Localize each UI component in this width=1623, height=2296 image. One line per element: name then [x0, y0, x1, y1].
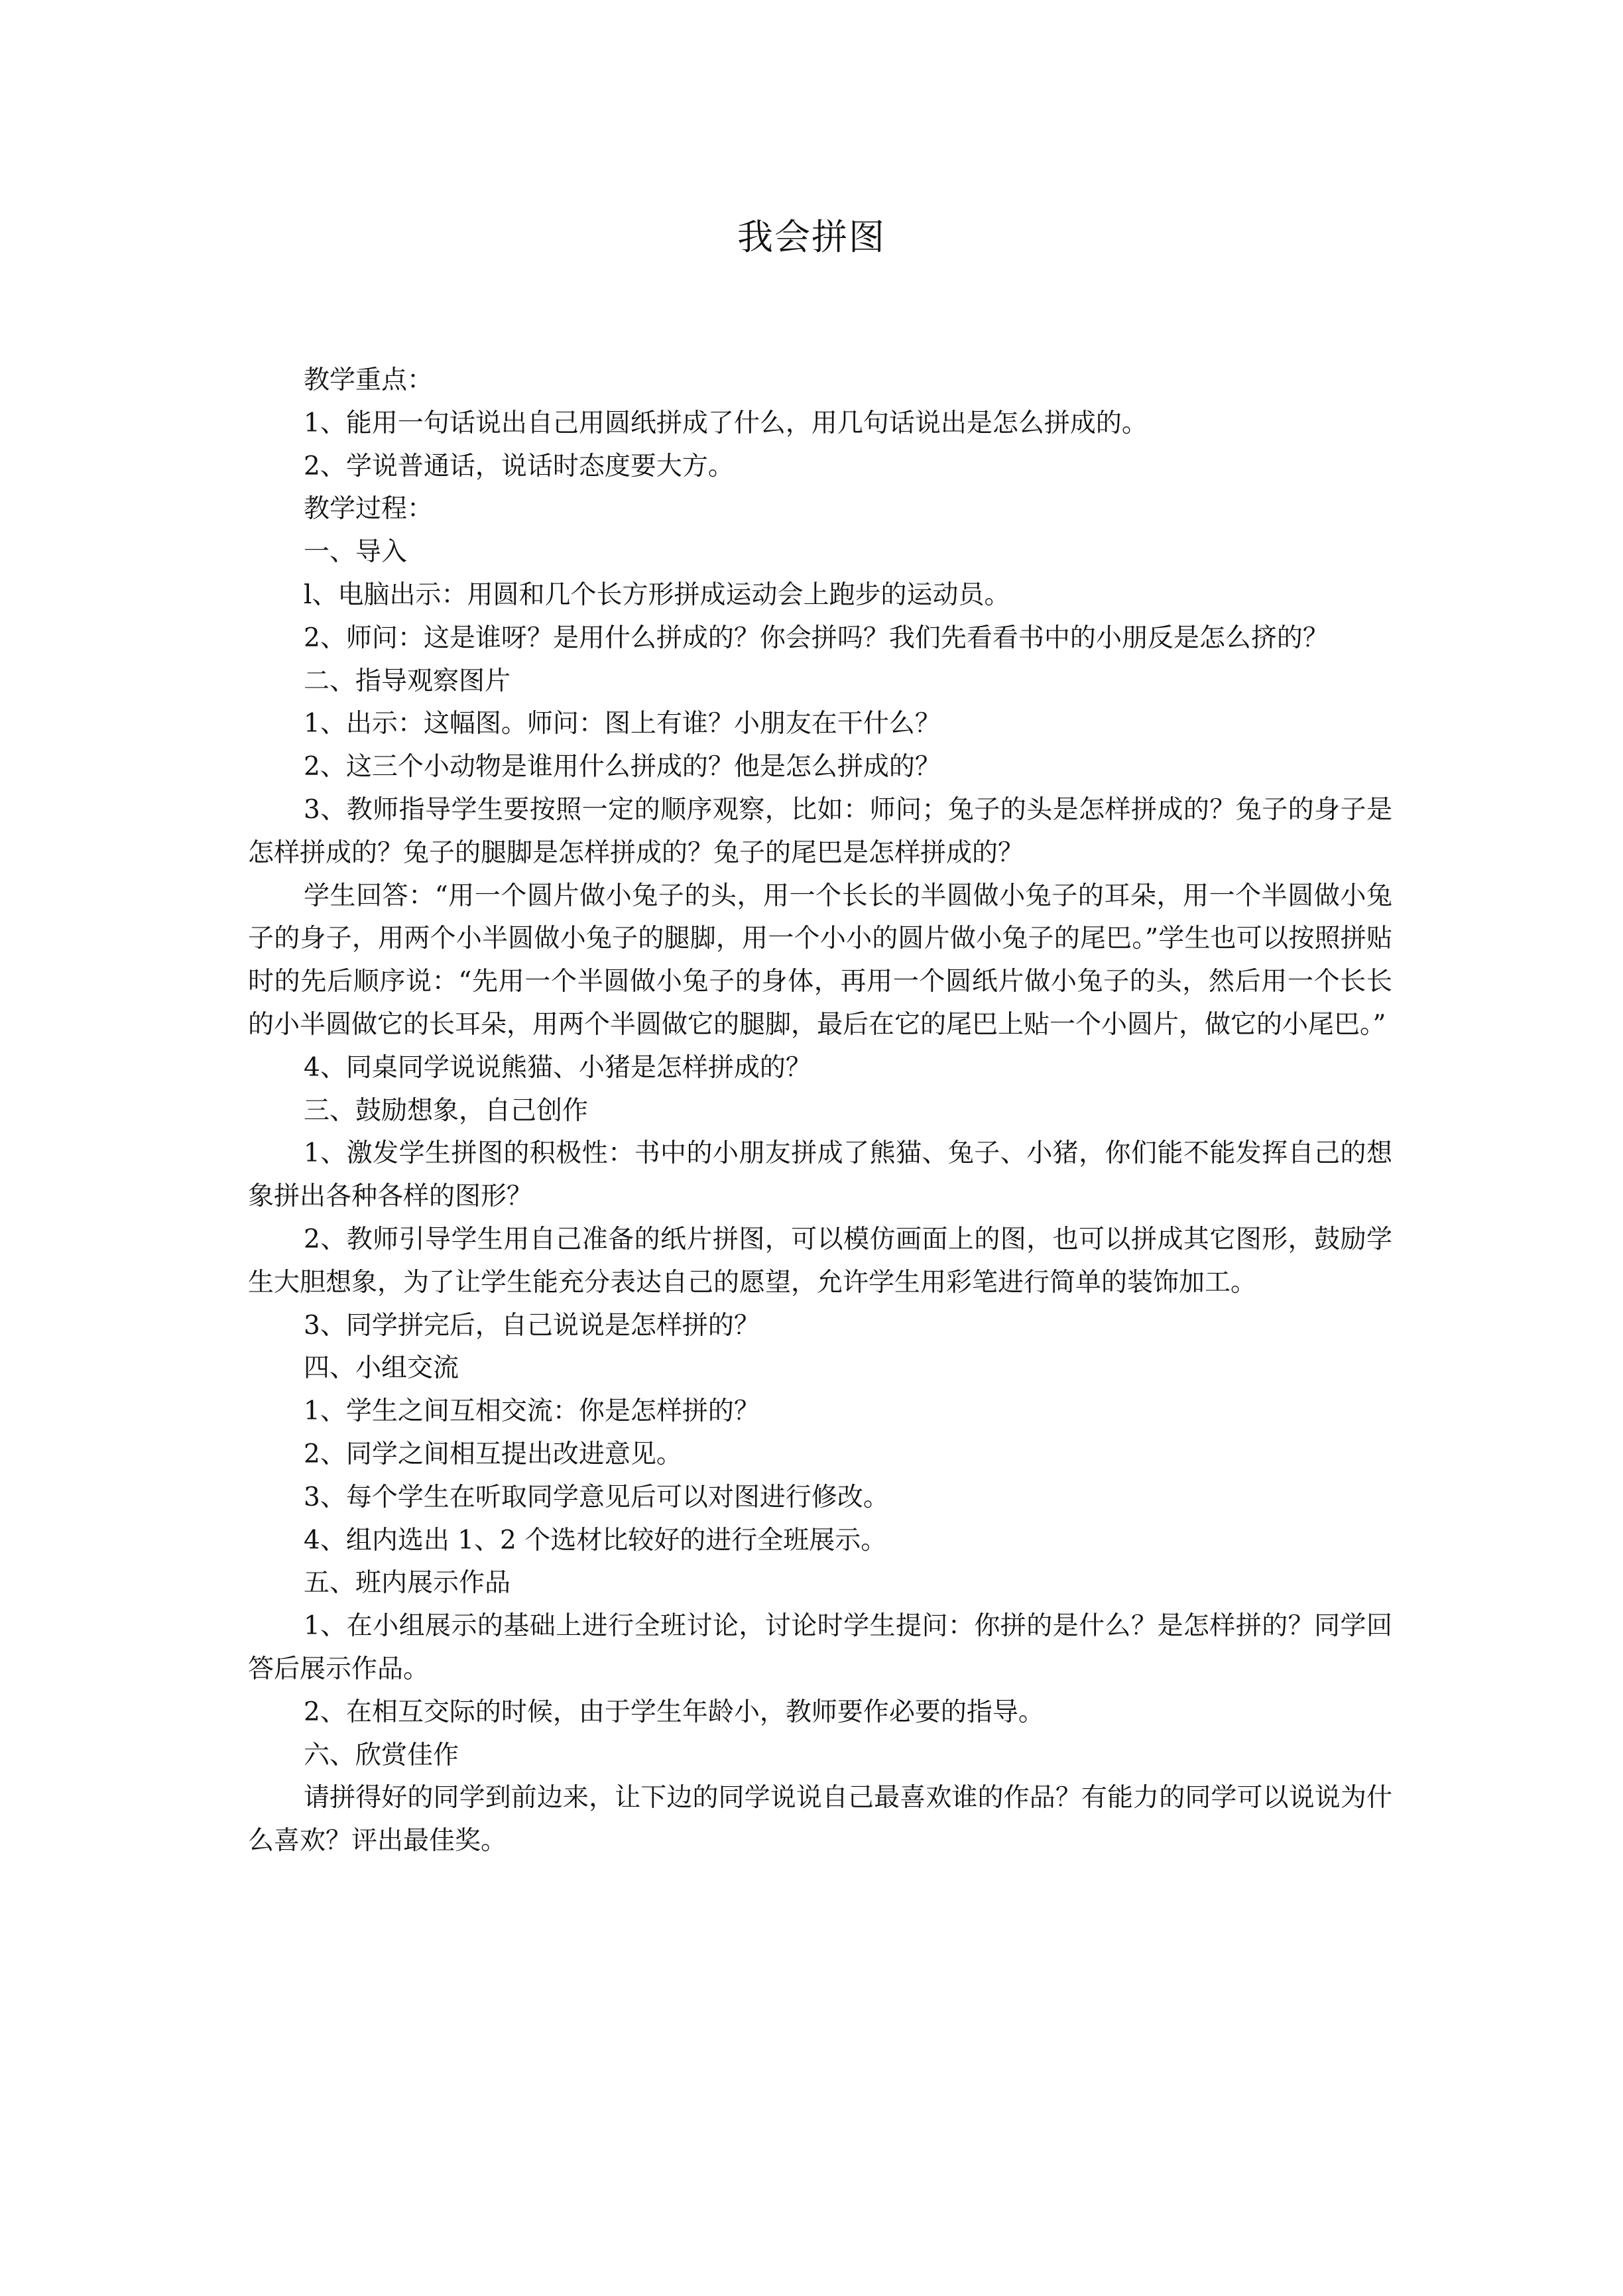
heading-teaching-focus: 教学重点：: [304, 365, 434, 395]
paragraph: 4、组内选出 1、2 个选材比较好的进行全班展示。: [304, 1525, 887, 1555]
section-heading-appreciate: 六、欣赏佳作: [304, 1740, 459, 1770]
paragraph: 3、同学拼完后，自己说说是怎样拼的？: [304, 1310, 760, 1341]
paragraph: 2、这三个小动物是谁用什么拼成的？他是怎么拼成的？: [304, 752, 941, 782]
paragraph: 1、学生之间互相交流：你是怎样拼的？: [304, 1396, 760, 1427]
paragraph: 1、激发学生拼图的积极性：书中的小朋友拼成了熊猫、兔子、小猪，你们能不能发挥自己的想象拼出各种各样的图形？: [248, 1138, 1392, 1212]
paragraph: 学生回答：“用一个圆片做小兔子的头，用一个长长的半圆做小兔子的耳朵，用一个半圆做小兔子的身子，用两个小半圆做小兔子的腿脚，用一个小小的圆片做小兔子的尾巴。”学生也可以按照拼贴时的先后顺序说：“先用一个半圆做小兔子的身体，再用一个圆纸片做小兔子的头，然后用一个长长的小半圆做它的长耳朵，用两个半圆做它的腿脚，最后在它的尾巴上贴一个小圆片，做它的小尾巴。”: [248, 880, 1392, 1040]
paragraph: 2、教师引导学生用自己准备的纸片拼图，可以模仿画面上的图，也可以拼成其它图形，鼓励学生大胆想象，为了让学生能充分表达自己的愿望，允许学生用彩笔进行简单的装饰加工。: [248, 1224, 1392, 1298]
section-heading-display: 五、班内展示作品: [304, 1568, 511, 1599]
section-heading-intro: 一、导入: [304, 537, 408, 568]
document-title: 我会拼图: [737, 216, 886, 258]
document-body: [248, 359, 1392, 1863]
paragraph: 3、每个学生在听取同学意见后可以对图进行修改。: [304, 1482, 889, 1512]
paragraph: 请拼得好的同学到前边来，让下边的同学说说自己最喜欢谁的作品？有能力的同学可以说说为什么喜欢？评出最佳奖。: [248, 1783, 1392, 1856]
paragraph: 1、出示：这幅图。师问：图上有谁？小朋友在干什么？: [304, 709, 941, 739]
paragraph: 2、师问：这是谁呀？是用什么拼成的？你会拼吗？我们先看看书中的小朋反是怎么挤的？: [304, 623, 1329, 653]
paragraph: 3、教师指导学生要按照一定的顺序观察，比如：师问；兔子的头是怎样拼成的？兔子的身子是怎样拼成的？兔子的腿脚是怎样拼成的？兔子的尾巴是怎样拼成的？: [248, 794, 1392, 868]
paragraph: 4、同桌同学说说熊猫、小猪是怎样拼成的？: [304, 1052, 812, 1083]
section-heading-create: 三、鼓励想象，自己创作: [304, 1095, 589, 1126]
paragraph: 1、在小组展示的基础上进行全班讨论，讨论时学生提问：你拼的是什么？是怎样拼的？同学回答后展示作品。: [248, 1611, 1392, 1684]
paragraph: 2、在相互交际的时候，由于学生年龄小，教师要作必要的指导。: [304, 1697, 1044, 1727]
focus-item-1: 1、能用一句话说出自己用圆纸拼成了什么，用几句话说出是怎么拼成的。: [304, 408, 1148, 438]
paragraph: 2、同学之间相互提出改进意见。: [304, 1439, 682, 1469]
focus-item-2: 2、学说普通话，说话时态度要大方。: [304, 451, 734, 481]
heading-teaching-process: 教学过程：: [304, 494, 434, 524]
section-heading-observe: 二、指导观察图片: [304, 666, 511, 696]
paragraph: l、电脑出示：用圆和几个长方形拼成运动会上跑步的运动员。: [304, 579, 1010, 610]
section-heading-group: 四、小组交流: [304, 1353, 459, 1384]
